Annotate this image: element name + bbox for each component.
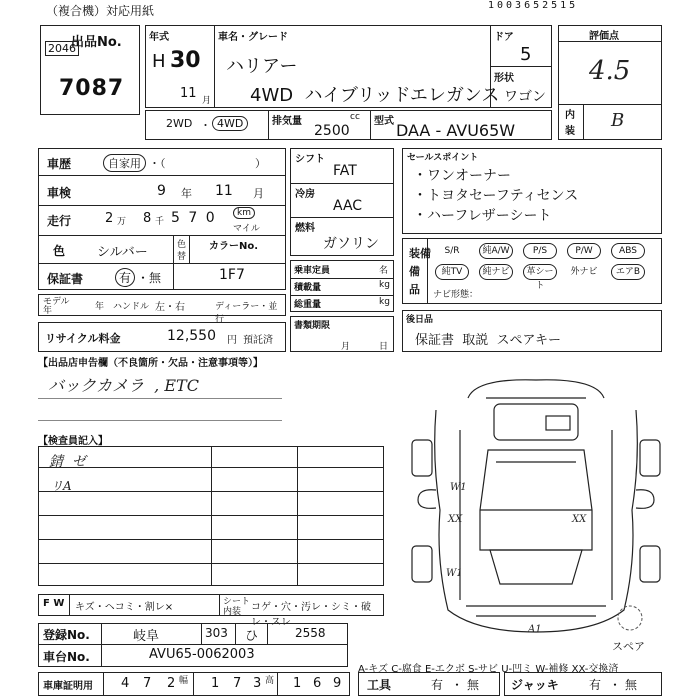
shift-label: シフト bbox=[295, 154, 325, 165]
lot-number: 7087 bbox=[59, 76, 125, 101]
inspector-label: 【検査員記入】 bbox=[38, 436, 108, 447]
registration-number: 2558 bbox=[295, 626, 326, 640]
lot-code: 2046 bbox=[45, 41, 79, 56]
chassis-value: AVU65-0062003 bbox=[149, 647, 255, 662]
spare-label: スペア bbox=[612, 640, 645, 653]
history-label: 車歴 bbox=[47, 157, 72, 171]
inspection-month: 11 bbox=[215, 183, 233, 199]
after-items-value: 保証書 取説 スペアキー bbox=[415, 333, 562, 348]
damage-code-legend: A-キズ C-腐食 E-エクボ S-サビ U-凹ミ W-補修 XX-交換済 bbox=[358, 664, 619, 675]
shift-value: FAT bbox=[333, 163, 357, 179]
capacity-box: 乗車定員 名 積載量 kg 総重量 kg bbox=[290, 260, 394, 312]
top-code: 1003652515 bbox=[488, 0, 579, 11]
eq-navi: 純ナビ bbox=[479, 264, 513, 280]
deadline-box: 書類期限 月 日 bbox=[290, 316, 394, 352]
car-damage-diagram bbox=[396, 370, 696, 660]
recycle-value: 12,550 bbox=[167, 328, 216, 344]
door-value: 5 bbox=[520, 44, 532, 65]
damage-mark: W1 bbox=[446, 568, 463, 579]
recycle-label: リサイクル料金 bbox=[45, 332, 121, 345]
sales-point-item: ・ワンオーナー bbox=[413, 168, 511, 184]
equipment-box: 装備 備 品 S/R 純A/W P/S P/W ABS 純TV 純ナビ 革シート 外ナビ エアB ナビ形態： bbox=[402, 238, 662, 304]
notes-handwritten: バックカメラ , ETC bbox=[48, 376, 199, 395]
score-box bbox=[558, 25, 662, 140]
registration-pref: 岐阜 bbox=[133, 629, 160, 644]
chassis-label: 車台No. bbox=[43, 650, 90, 664]
ac-label: 冷房 bbox=[295, 189, 315, 200]
navi-type-label: ナビ形態： bbox=[433, 290, 479, 300]
model-year-row: モデル 年 年 ハンドル 左・右 ディーラー・並行 bbox=[38, 294, 286, 316]
sales-points-box bbox=[402, 148, 662, 234]
fuel-value: ガソリン bbox=[323, 236, 379, 252]
history-value: 自家用 bbox=[103, 154, 146, 172]
spec-box bbox=[290, 148, 394, 256]
unit-km: km bbox=[233, 207, 255, 219]
legend-row: F W キズ・ヘコミ・割レ× シート 内装 コゲ・穴・汚レ・シミ・破レ・スレ bbox=[38, 594, 384, 616]
eq-pw: P/W bbox=[567, 243, 601, 259]
eq-ext-navi: 外ナビ bbox=[570, 267, 598, 277]
damage-mark: XX bbox=[448, 514, 463, 525]
score-value: 4.5 bbox=[589, 56, 631, 86]
inspector-line-2: リA bbox=[51, 479, 72, 493]
mileage-rest: 5 7 0 bbox=[171, 210, 217, 226]
jack-box: ジャッキ 有 ・ 無 bbox=[504, 672, 662, 696]
detail-box: 車歴 自家用 ・（ ） 車検 9 年 11 月 走行 2 万 8 千 5 7 0 km マイル 色 シルバー 色 替 カラーNo. 保証書 有 ・ 無 1F7 bbox=[38, 148, 286, 290]
eq-sr: S/R bbox=[444, 246, 460, 256]
damage-mark: XX bbox=[572, 514, 587, 525]
lot-box bbox=[40, 25, 140, 115]
mileage-sen: 8 bbox=[143, 211, 152, 226]
engine-value: 2500 bbox=[314, 123, 350, 139]
sales-point-item: ・ハーフレザーシート bbox=[413, 208, 552, 224]
lot-label: 出品No. bbox=[71, 35, 122, 50]
registration-kana: ひ bbox=[245, 629, 259, 644]
inspection-year: 9 bbox=[157, 183, 166, 199]
notes-label: 【出品店申告欄（不良箇所・欠品・注意事項等）】 bbox=[38, 358, 263, 369]
registration-box bbox=[38, 623, 348, 667]
sales-points-label: セールスポイント bbox=[407, 153, 479, 163]
ac-value: AAC bbox=[333, 198, 363, 214]
inspection-label: 車検 bbox=[47, 186, 72, 200]
door-label: ドア bbox=[494, 32, 514, 43]
year-era: H bbox=[152, 51, 166, 72]
model-name: ハリアー bbox=[226, 56, 298, 77]
drive-row: 2WD ・ 4WD 排気量 cc 2500 型式 DAA - AVU65W bbox=[145, 110, 552, 140]
shape-value: ワゴン bbox=[504, 89, 546, 105]
model-label: 車名・グレード bbox=[218, 32, 288, 43]
unit-mile: マイル bbox=[233, 224, 260, 234]
after-items-box: 後日品 保証書 取説 スペアキー bbox=[402, 310, 662, 352]
engine-label: 排気量 bbox=[272, 116, 302, 127]
fuel-label: 燃料 bbox=[295, 223, 315, 234]
recycle-status: 預託済 bbox=[243, 335, 273, 346]
jack-label: ジャッキ bbox=[511, 678, 559, 692]
type-label: 型式 bbox=[374, 116, 394, 127]
year-month-unit: 月 bbox=[202, 96, 212, 106]
score-label: 評価点 bbox=[589, 31, 619, 42]
year-month: 11 bbox=[180, 86, 197, 101]
sales-point-item: ・トヨタセーフティセンス bbox=[413, 188, 579, 204]
damage-mark: W1 bbox=[450, 482, 467, 493]
eq-abs: ABS bbox=[611, 243, 645, 259]
year-value: 30 bbox=[170, 48, 201, 73]
year-label: 年式 bbox=[149, 32, 169, 43]
type-value: DAA - AVU65W bbox=[396, 121, 516, 140]
registration-label: 登録No. bbox=[43, 628, 90, 642]
color-code-label: カラーNo. bbox=[209, 241, 259, 252]
recycle-row: リサイクル料金 12,550 円 預託済 bbox=[38, 322, 286, 352]
eq-aw: 純A/W bbox=[479, 243, 513, 259]
inspector-line-1: 錆 ゼ bbox=[49, 454, 86, 470]
interior-value: B bbox=[611, 110, 625, 131]
color-value: シルバー bbox=[97, 245, 148, 260]
inspector-grid bbox=[38, 446, 384, 586]
shape-label: 形状 bbox=[494, 73, 514, 84]
warranty-label: 保証書 bbox=[47, 272, 84, 286]
color-label: 色 bbox=[53, 244, 66, 258]
vehicle-header-box bbox=[145, 25, 552, 108]
drive-4wd: 4WD bbox=[212, 116, 248, 131]
model-grade: 4WD ハイブリッドエレガンス bbox=[250, 85, 500, 106]
eq-leather: 革シート bbox=[523, 264, 557, 280]
drive-2wd: 2WD bbox=[166, 117, 193, 130]
damage-mark: A1 bbox=[528, 624, 542, 635]
eq-tv: 純TV bbox=[435, 264, 469, 280]
eq-ps: P/S bbox=[523, 243, 557, 259]
registration-class: 303 bbox=[205, 626, 228, 640]
mileage-man: 2 bbox=[105, 211, 114, 226]
eq-airbag: エアB bbox=[611, 264, 645, 280]
cert-box: 車庫証明用 4 7 2 幅 1 7 3 高 1 6 9 bbox=[38, 672, 350, 696]
warranty-no: 無 bbox=[149, 271, 162, 285]
interior-label-2: 装 bbox=[565, 126, 575, 137]
warranty-yes: 有 bbox=[115, 268, 135, 287]
mileage-label: 走行 bbox=[47, 214, 72, 228]
tools-label: 工具 bbox=[367, 678, 392, 692]
cert-label: 車庫証明用 bbox=[43, 681, 93, 692]
tools-box: 工具 有 ・ 無 bbox=[358, 672, 500, 696]
color-code-value: 1F7 bbox=[219, 267, 245, 283]
form-tag: （複合機）対応用紙 bbox=[46, 4, 155, 18]
interior-label-1: 内 bbox=[565, 110, 575, 121]
